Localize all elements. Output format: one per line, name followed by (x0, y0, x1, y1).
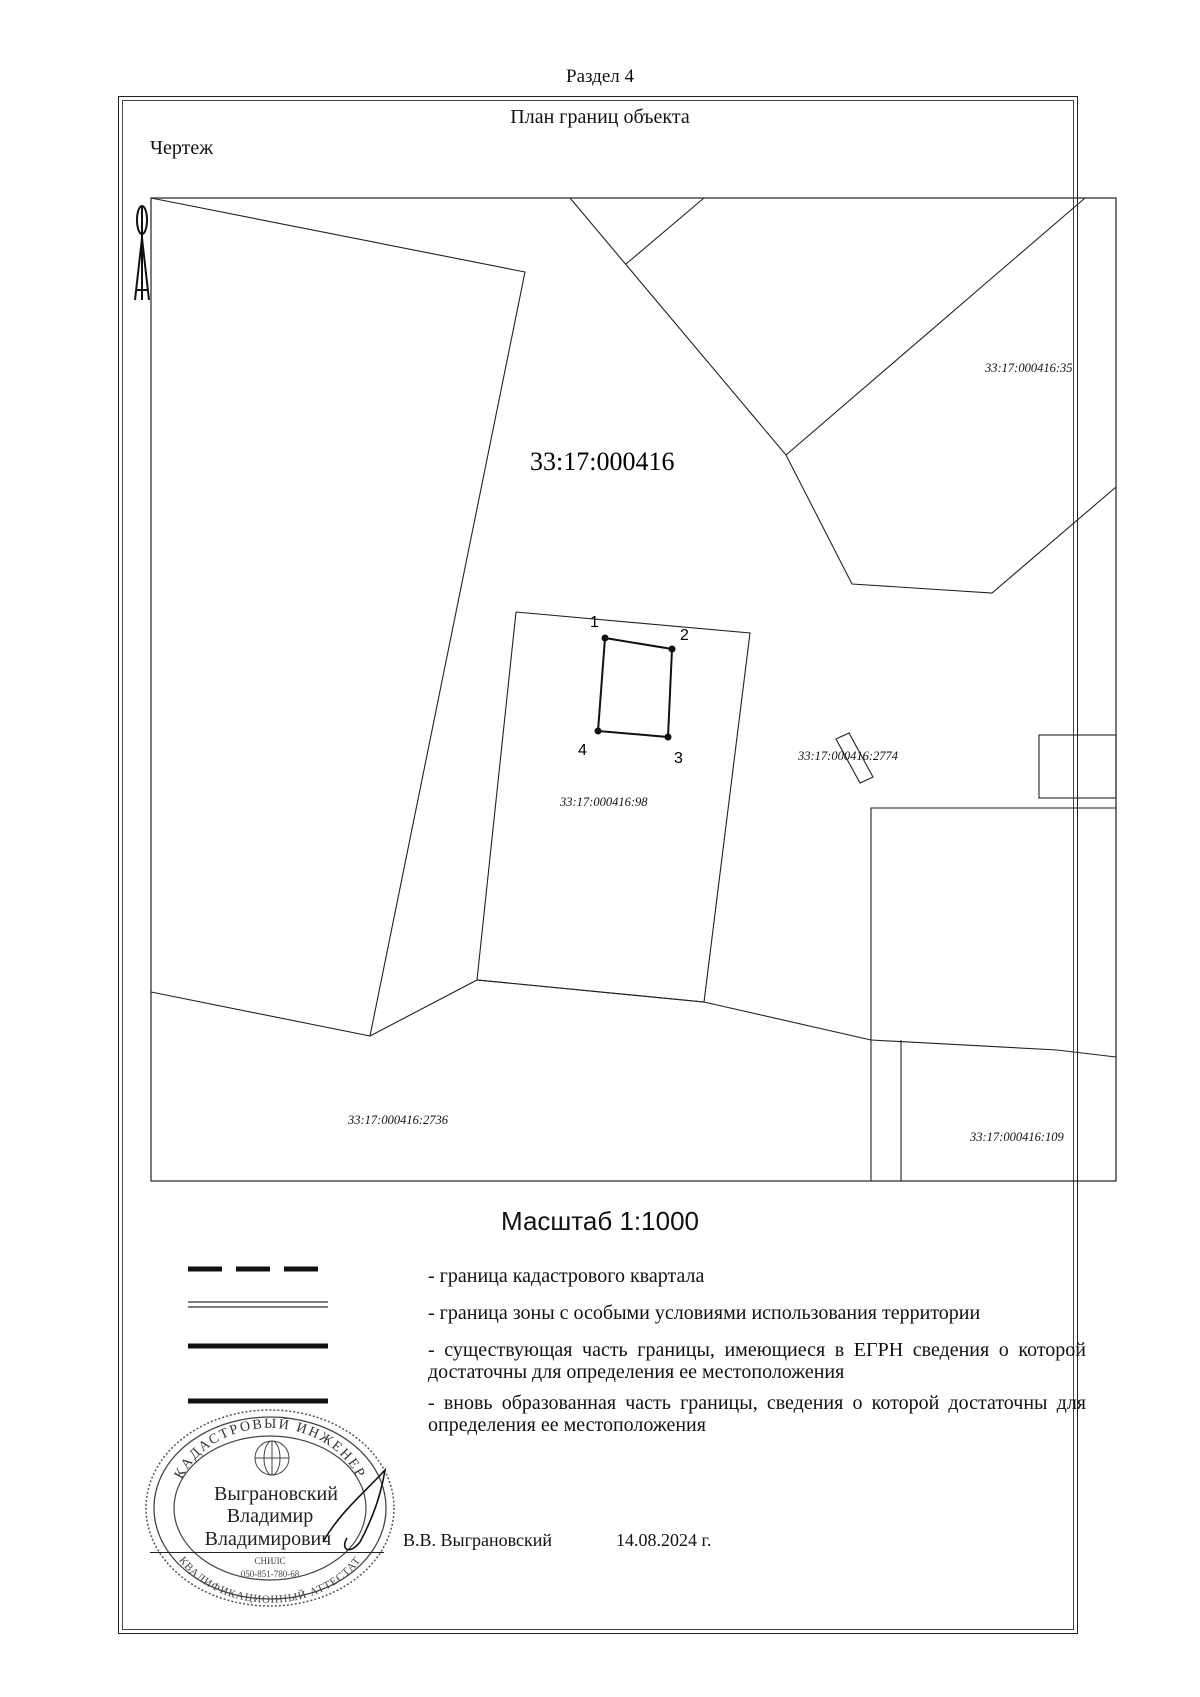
parcel-label-98: 33:17:000416:98 (560, 795, 648, 809)
map-frame (151, 198, 1116, 1181)
engineer-seal (135, 1400, 405, 1610)
legend-text-quarter: - граница кадастрового квартала (428, 1265, 705, 1287)
seal-name-line2: Владимир (226, 1505, 314, 1527)
object-contour (598, 638, 672, 737)
section-title: Раздел 4 (566, 66, 634, 87)
signature-date: 14.08.2024 г. (616, 1530, 712, 1550)
boundary-south-line (370, 980, 1116, 1057)
parcel-label-2736: 33:17:000416:2736 (348, 1113, 448, 1127)
legend-symbol-double (188, 1298, 328, 1312)
seal-name-line1: Выграновский (214, 1483, 338, 1505)
quarter-number: 33:17:000416 (530, 447, 675, 476)
drawing-label: Чертеж (150, 137, 214, 159)
vertex-1 (602, 635, 609, 642)
boundary-east-parcel (786, 455, 1116, 593)
seal-bottom-arc: КВАЛИФИКАЦИОННЫЙ АТТЕСТАТ (176, 1554, 364, 1606)
parcel-label-2774: 33:17:000416:2774 (798, 749, 898, 763)
legend-symbol-existing (188, 1339, 328, 1353)
boundary-west-parcel (151, 198, 525, 1036)
legend-symbol-dashed (188, 1262, 328, 1276)
parcel-label-109: 33:17:000416:109 (970, 1130, 1064, 1144)
north-arrow-icon (135, 206, 149, 300)
scale-label: Масштаб 1:1000 (501, 1206, 699, 1236)
svg-text:КАДАСТРОВЫЙ ИНЖЕНЕР (172, 1415, 368, 1481)
vertex-2 (669, 646, 676, 653)
vertex-4 (595, 728, 602, 735)
signature-line (150, 1552, 384, 1553)
parcel-label-35: 33:17:000416:35 (985, 361, 1073, 375)
boundary-parcel-109 (871, 808, 1116, 1181)
point-label-4: 4 (578, 742, 587, 759)
point-label-3: 3 (674, 750, 683, 767)
legend-text-zone: - граница зоны с особыми условиями использования территории (428, 1302, 981, 1324)
boundary-north-diagonal (570, 198, 1085, 455)
vertex-3 (665, 734, 672, 741)
seal-name-line3: Владимирович (204, 1528, 332, 1550)
point-label-2: 2 (680, 627, 689, 644)
plan-title: План границ объекта (510, 106, 690, 128)
seal-globe-icon (255, 1441, 289, 1475)
seal-snils: 050-851-780-68 (240, 1569, 300, 1579)
point-label-1: 1 (590, 614, 599, 631)
legend-text-existing: - существующая часть границы, имеющиеся в ЕГРН сведения о которой достаточны для определения ее местоположения (428, 1339, 1086, 1383)
seal-top-arc: КАДАСТРОВЫЙ ИНЖЕНЕР (171, 1416, 369, 1482)
contour-vertices (595, 635, 676, 741)
boundary-north-spur (626, 198, 704, 264)
legend-text-new: - вновь образованная часть границы, сведения о которой достаточны для определения ее местоположения (428, 1392, 1086, 1436)
boundary-east-rect (1039, 735, 1116, 798)
seal-snils-label: СНИЛС (254, 1556, 286, 1566)
handwritten-signature (323, 1470, 385, 1550)
signer-name: В.В. Выграновский (403, 1530, 553, 1550)
